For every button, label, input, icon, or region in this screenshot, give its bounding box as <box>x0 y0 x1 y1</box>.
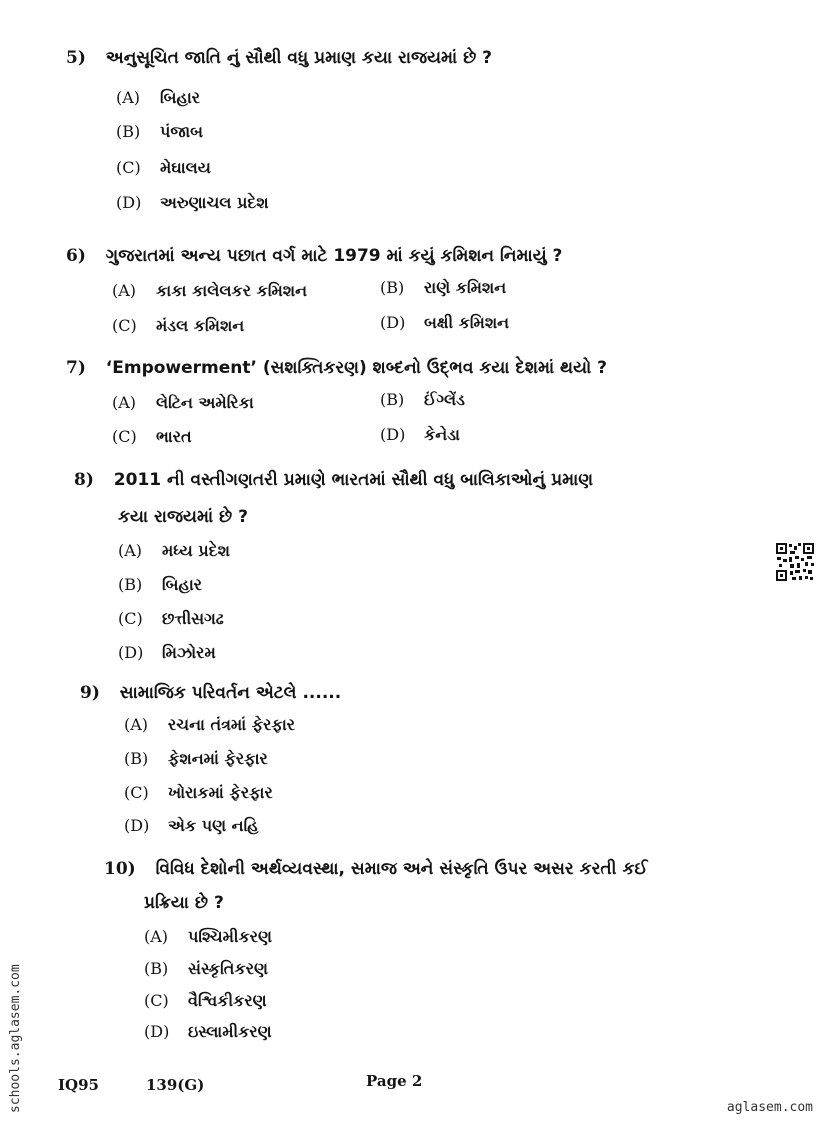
option-5b <box>116 121 203 143</box>
option-text: કેનેડા <box>424 425 460 444</box>
option-text: રચના તંત્રમાં ફેરફાર <box>168 715 296 734</box>
option-label: (C) <box>116 158 141 177</box>
option-8c <box>118 608 224 630</box>
option-5c <box>116 157 211 179</box>
question-text: સામાજિક પરિવર્તન એટલે ...... <box>119 683 342 703</box>
option-label: (C) <box>144 991 169 1010</box>
option-label: (D) <box>380 425 406 444</box>
question-text: વિવિધ દેશોની અર્થવ્યવસ્થા, સમાજ અને સંસ્કૃતિ ઉપર અસર કરતી કઈ <box>155 859 648 879</box>
option-label: (C) <box>112 427 137 446</box>
option-label: (A) <box>112 281 137 300</box>
option-6a <box>112 280 307 302</box>
qr-code-icon <box>775 542 815 582</box>
option-6b <box>380 277 506 299</box>
option-text: ખોરાકમાં ફેરફાર <box>168 783 273 802</box>
option-label: (D) <box>124 816 150 835</box>
option-7c <box>112 426 192 448</box>
option-8d <box>118 642 216 664</box>
option-text: રાણે કમિશન <box>424 278 507 297</box>
option-5a <box>116 87 200 109</box>
option-label: (A) <box>112 393 137 412</box>
option-label: (B) <box>118 575 143 594</box>
option-10a <box>144 926 272 948</box>
option-text: વૈશ્વિકીકરણ <box>188 991 267 1010</box>
option-9a <box>124 714 295 736</box>
question-10 <box>104 857 648 881</box>
footer-page: Page 2 <box>366 1072 423 1090</box>
question-number: 6) <box>66 246 86 266</box>
option-6c <box>112 315 244 337</box>
option-9b <box>124 748 268 770</box>
option-text: સંસ્કૃતિકરણ <box>188 959 268 978</box>
option-7a <box>112 392 254 414</box>
question-text: અનુસૂચિત જાતિ નું સૌથી વધુ પ્રમાણ કયા રાજયમાં છે ? <box>105 48 493 68</box>
option-label: (C) <box>118 609 143 628</box>
option-8b <box>118 574 202 596</box>
option-text: ફેશનમાં ફેરફાર <box>168 749 268 768</box>
option-text: પંજાબ <box>160 122 204 141</box>
option-label: (D) <box>144 1022 170 1041</box>
side-watermark: schools.aglasem.com <box>8 964 23 1113</box>
option-9d <box>124 815 259 837</box>
option-text: મિઝોરમ <box>162 643 216 662</box>
question-7 <box>66 356 607 380</box>
option-label: (D) <box>380 313 406 332</box>
question-5 <box>66 46 492 70</box>
option-label: (B) <box>380 390 405 409</box>
option-text: એક પણ નહિ <box>168 816 259 835</box>
option-label: (B) <box>144 959 169 978</box>
bottom-watermark: aglasem.com <box>726 1100 813 1115</box>
option-10b <box>144 958 268 980</box>
question-number: 9) <box>80 683 100 703</box>
option-8a <box>118 540 230 562</box>
option-label: (D) <box>118 643 144 662</box>
question-text: ‘Empowerment’ (સશક્તિકરણ) શબ્દનો ઉદ્ભવ કયા દેશમાં થયો ? <box>105 358 608 378</box>
question-number: 8) <box>74 470 94 490</box>
option-7d <box>380 424 460 446</box>
option-7b <box>380 389 465 411</box>
option-label: (A) <box>116 88 141 107</box>
option-text: ઈંગ્લેંડ <box>424 390 465 409</box>
footer-paper: 139(G) <box>146 1076 205 1094</box>
option-label: (C) <box>124 783 149 802</box>
question-8-continuation: કયા રાજયમાં છે ? <box>118 507 248 527</box>
option-text: અરુણાચલ પ્રદેશ <box>160 193 269 212</box>
option-text: લેટિન અમેરિકા <box>156 393 254 412</box>
option-label: (B) <box>124 749 149 768</box>
option-5d <box>116 192 269 214</box>
option-text: બક્ષી કમિશન <box>424 313 510 332</box>
question-9 <box>80 681 341 705</box>
option-text: બિહાર <box>160 88 201 107</box>
option-9c <box>124 782 273 804</box>
option-label: (B) <box>380 278 405 297</box>
option-text: ઇસ્લામીકરણ <box>188 1022 272 1041</box>
question-10-continuation: પ્રક્રિયા છે ? <box>144 893 224 913</box>
option-label: (A) <box>144 927 169 946</box>
footer-code: IQ95 <box>58 1076 99 1094</box>
option-text: બિહાર <box>162 575 203 594</box>
option-label: (B) <box>116 122 141 141</box>
option-label: (C) <box>112 316 137 335</box>
option-text: ભારત <box>156 427 192 446</box>
question-text: ગુજરાતમાં અન્ય પછાત વર્ગ માટે 1979 માં કયું કમિશન નિમાયું ? <box>105 246 563 266</box>
option-label: (A) <box>118 541 143 560</box>
option-text: મંડલ કમિશન <box>156 316 245 335</box>
option-text: છત્તીસગઢ <box>162 609 224 628</box>
option-10d <box>144 1021 272 1043</box>
option-text: મધ્ય પ્રદેશ <box>162 541 230 560</box>
question-8 <box>74 468 593 492</box>
question-text: 2011 ની વસ્તીગણતરી પ્રમાણે ભારતમાં સૌથી વધુ બાલિકાઓનું પ્રમાણ <box>113 470 594 490</box>
question-number: 7) <box>66 358 86 378</box>
option-text: કાકા કાલેલકર કમિશન <box>156 281 308 300</box>
question-number: 10) <box>104 859 136 879</box>
option-label: (D) <box>116 193 142 212</box>
option-text: મેઘાલય <box>160 158 211 177</box>
option-text: પશ્ચિમીકરણ <box>188 927 272 946</box>
question-number: 5) <box>66 48 86 68</box>
option-6d <box>380 312 509 334</box>
option-label: (A) <box>124 715 149 734</box>
question-6 <box>66 244 562 268</box>
option-10c <box>144 990 267 1012</box>
